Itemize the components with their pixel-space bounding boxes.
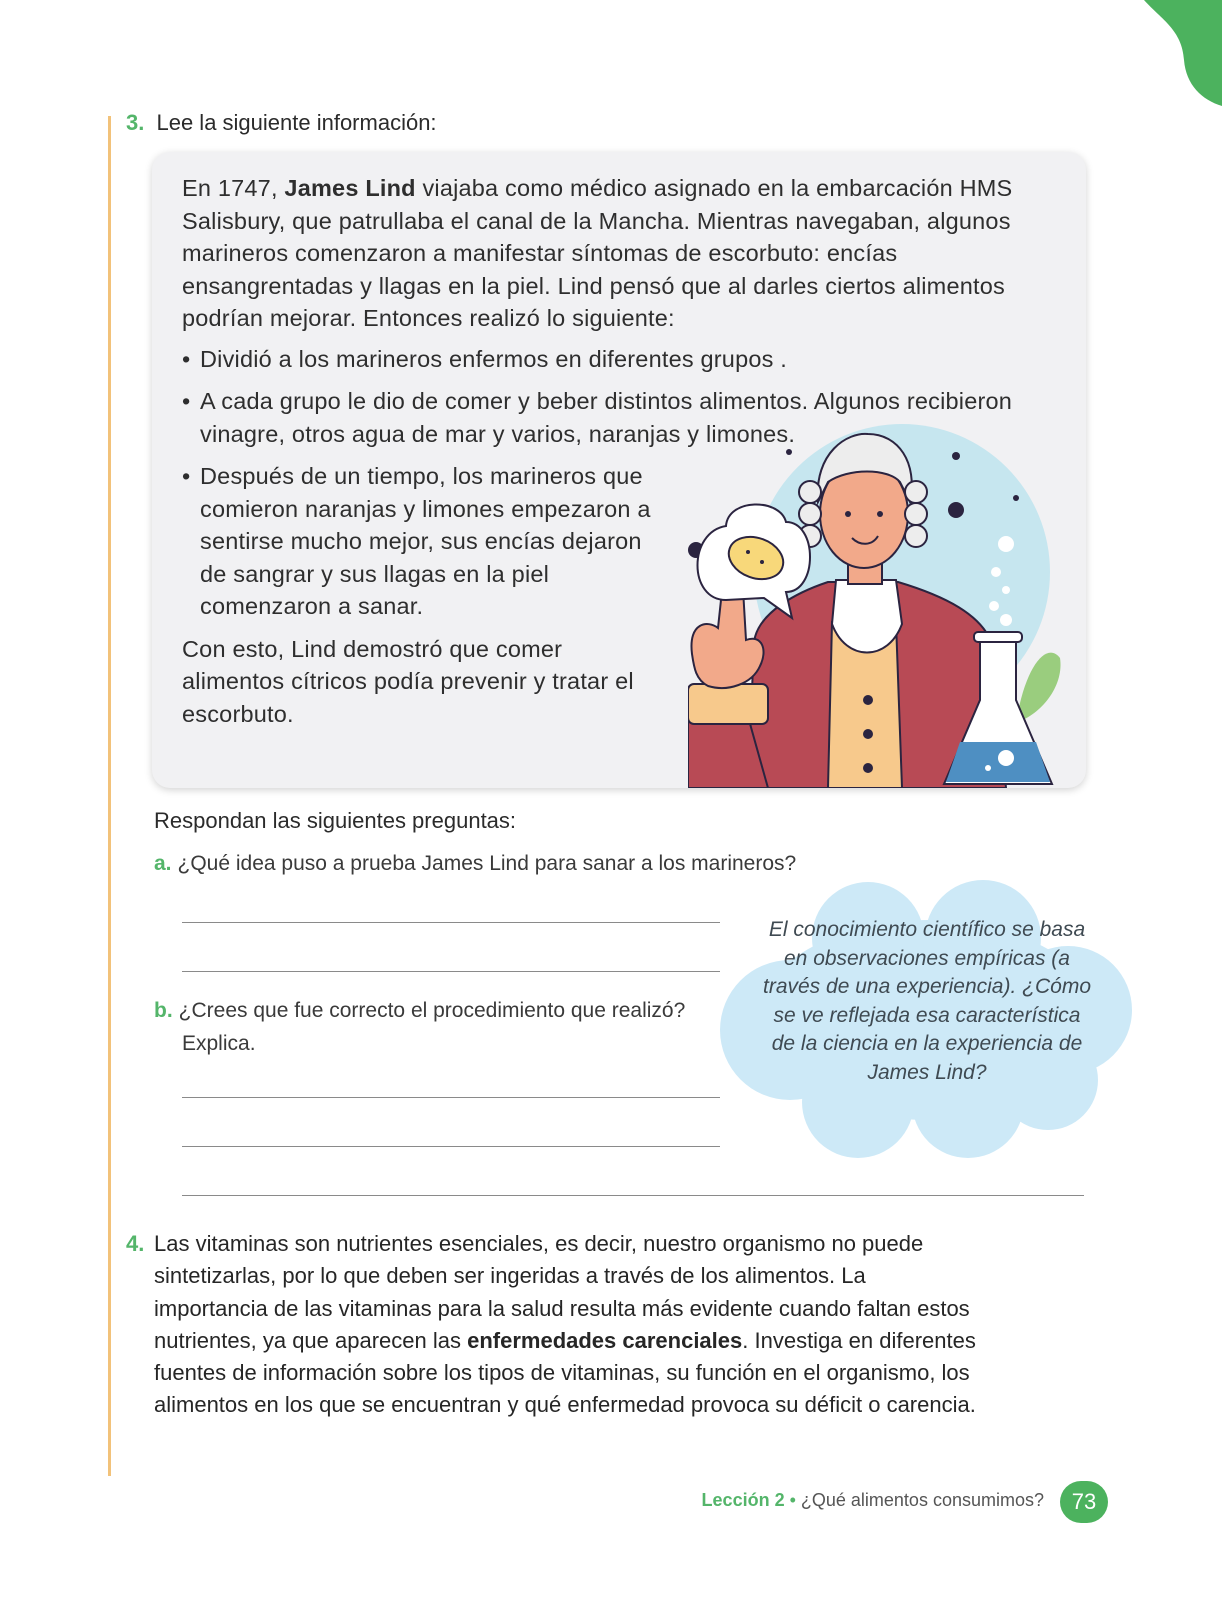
- answer-line[interactable]: [182, 1097, 720, 1098]
- question-text: ¿Crees que fue correcto el procedimiento que realizó?: [178, 999, 686, 1022]
- question-text: ¿Qué idea puso a prueba James Lind para sanar a los marineros?: [177, 852, 797, 875]
- corner-leaf-decoration: [1122, 0, 1222, 110]
- page-number: 73: [1060, 1481, 1108, 1523]
- lesson-title: ¿Qué alimentos consumimos?: [800, 1490, 1044, 1510]
- lesson-label: Lección 2: [701, 1490, 785, 1510]
- question-b: [154, 994, 714, 1060]
- bullet-item: • Dividió a los marineros enfermos en diferentes grupos .: [182, 343, 1052, 376]
- question-number: 3.: [126, 110, 145, 135]
- answer-line[interactable]: [182, 922, 720, 923]
- question-3-heading: [126, 110, 437, 136]
- question-4: [126, 1228, 976, 1422]
- leaf-icon: [1018, 653, 1061, 722]
- question-text-continuation: Explica.: [182, 1032, 256, 1055]
- james-lind-illustration: [688, 422, 1068, 788]
- person-name: James Lind: [284, 175, 416, 201]
- info-conclusion: Con esto, Lind demostró que comer alimentos cítricos podía prevenir y tratar el escorbuto.: [182, 635, 634, 727]
- question-letter: b.: [154, 999, 173, 1022]
- question-prompt: Lee la siguiente información:: [156, 110, 437, 135]
- info-box: [152, 152, 1086, 788]
- cloud-text: El conocimiento científico se basa en observaciones empíricas (a través de una experiencia). ¿Cómo se ve reflejada esa característica de la ciencia en la experiencia de James Lind?: [763, 918, 1091, 1084]
- question-4-text: Las vitaminas son nutrientes esenciales, es decir, nuestro organismo no puede sintetizarlas, por lo que deben ser ingeridas a través de los alimentos. La importancia de las vitaminas para la salud resulta más evidente cuando faltan estos nutrientes, ya que aparecen las enfermedades carenciales. Investiga en diferentes fuentes de información sobre los tipos de vitaminas, su función en el organismo, los alimentos en los que se encuentran y qué enfermedad provoca su déficit o carencia.: [154, 1231, 976, 1418]
- margin-line: [108, 116, 111, 1476]
- footer-separator: •: [784, 1490, 801, 1510]
- info-paragraph: En 1747, James Lind viajaba como médico asignado en la embarcación HMS Salisbury, que patrullaba el canal de la Mancha. Mientras navegaban, algunos marineros comenzaron a manifestar síntomas de escorbuto: encías ensangrentadas y llagas en la piel. Lind pensó que al darles ciertos alimentos podrían mejorar. Entonces realizó lo siguiente:: [182, 175, 1013, 331]
- answer-line[interactable]: [182, 1146, 720, 1147]
- question-letter: a.: [154, 852, 172, 875]
- question-number: 4.: [126, 1231, 145, 1256]
- respond-heading: Respondan las siguientes preguntas:: [154, 808, 517, 833]
- answer-line[interactable]: [182, 971, 720, 972]
- bullet-item: • Después de un tiempo, los marineros que comieron naranjas y limones empezaron a sentirse mucho mejor, sus encías dejaron de sangrar y sus llagas en la piel comenzaron a sanar.: [182, 460, 660, 623]
- question-a: [154, 852, 796, 876]
- highlight-term: enfermedades carenciales: [467, 1327, 743, 1353]
- bullet-item: • A cada grupo le dio de comer y beber distintos alimentos. Algunos recibieron vinagre, otros agua de mar y varios, naranjas y limones.: [182, 385, 1060, 450]
- answer-line[interactable]: [182, 1195, 1084, 1196]
- footer: [702, 1490, 1044, 1511]
